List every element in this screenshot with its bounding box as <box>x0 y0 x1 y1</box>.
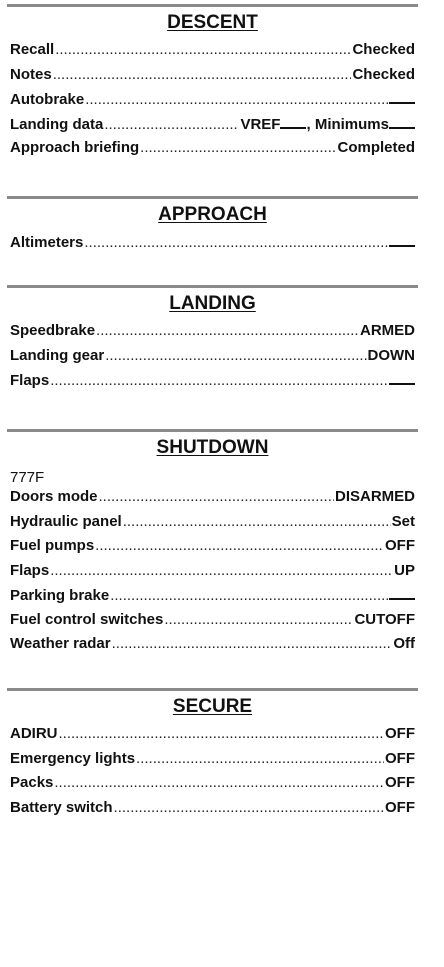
item-label: Altimeters <box>10 234 84 251</box>
checklist-item-packs <box>7 774 418 799</box>
leader-dots <box>123 513 391 530</box>
leader-dots <box>136 750 384 767</box>
item-value: OFF <box>385 798 415 816</box>
vref-label: VREF <box>240 115 281 133</box>
item-label: Battery switch <box>10 798 113 816</box>
leader-dots <box>55 41 351 58</box>
item-label: Landing data <box>10 115 104 133</box>
leader-dots <box>50 562 393 579</box>
item-value-blank <box>389 233 415 251</box>
minimums-blank <box>389 115 415 129</box>
checklist-item-flaps-shutdown <box>7 562 418 587</box>
checklist-item-landing-data <box>7 115 418 140</box>
leader-dots <box>54 774 384 791</box>
item-value: Checked <box>352 41 415 58</box>
item-label: Speedbrake <box>10 322 96 339</box>
checklist-items <box>7 322 418 396</box>
checklist-item-altimeters <box>7 233 418 258</box>
item-value-blank <box>389 90 415 108</box>
item-value: Completed <box>337 139 415 156</box>
section-title: DESCENT <box>167 12 258 33</box>
item-label: Parking brake <box>10 587 110 604</box>
item-label: Packs <box>10 774 54 791</box>
checklist-items <box>7 41 418 164</box>
item-value: DISARMED <box>334 488 415 505</box>
item-value: OFF <box>385 537 415 554</box>
item-value: OFF <box>385 749 415 767</box>
item-value: UP <box>394 561 415 579</box>
checklist-item-hydraulic-panel <box>7 513 418 538</box>
leader-dots <box>84 234 388 251</box>
leader-dots <box>164 611 353 628</box>
item-label: Notes <box>10 65 52 83</box>
checklist-item-fuel-pumps <box>7 537 418 562</box>
item-value-blank <box>389 371 415 389</box>
section-title: APPROACH <box>158 204 267 225</box>
leader-dots <box>105 347 366 364</box>
leader-dots <box>53 66 352 83</box>
section-secure <box>7 688 418 823</box>
leader-dots <box>59 725 385 742</box>
section-divider <box>7 688 418 691</box>
checklist-item-adiru <box>7 725 418 750</box>
section-divider <box>7 285 418 288</box>
item-value: DOWN <box>367 346 415 364</box>
item-value: OFF <box>385 774 415 791</box>
item-label: Approach briefing <box>10 139 140 156</box>
item-label: Landing gear <box>10 346 105 364</box>
item-label: Recall <box>10 41 55 58</box>
item-value-blank <box>389 586 415 604</box>
item-value: OFF <box>385 725 415 742</box>
leader-dots <box>99 488 334 505</box>
section-title: SHUTDOWN <box>156 437 269 458</box>
minimums-label: , Minimums <box>306 115 389 133</box>
aircraft-variant-note: 777F <box>10 469 45 486</box>
item-label: Emergency lights <box>10 749 136 767</box>
section-divider <box>7 4 418 7</box>
leader-dots <box>110 587 388 604</box>
item-label: Flaps <box>10 372 50 389</box>
item-label: Fuel pumps <box>10 537 95 554</box>
item-label: Flaps <box>10 561 50 579</box>
item-value: Checked <box>352 65 415 83</box>
checklist-item-doors-mode <box>7 488 418 513</box>
leader-dots <box>96 322 359 339</box>
leader-dots <box>114 799 384 816</box>
checklist-item-parking-brake <box>7 586 418 611</box>
leader-dots <box>112 635 393 652</box>
section-title: SECURE <box>172 696 253 717</box>
checklist-items <box>7 468 418 660</box>
checklist-item-recall <box>7 41 418 66</box>
checklist-item-emergency-lights <box>7 750 418 775</box>
checklist-item-battery-switch <box>7 799 418 824</box>
checklist-items <box>7 233 418 258</box>
section-approach <box>7 196 418 258</box>
section-landing <box>7 285 418 396</box>
section-shutdown <box>7 429 418 660</box>
section-divider <box>7 429 418 432</box>
checklist-item-landing-gear <box>7 347 418 372</box>
item-label: Autobrake <box>10 91 85 108</box>
leader-dots <box>140 139 336 156</box>
item-label: Hydraulic panel <box>10 512 122 530</box>
section-divider <box>7 196 418 199</box>
leader-dots <box>104 116 239 133</box>
vref-blank <box>280 115 306 129</box>
checklist-item-notes <box>7 66 418 91</box>
checklist-item-approach-briefing <box>7 139 418 164</box>
checklist-item-flaps <box>7 371 418 396</box>
checklist-item-speedbrake <box>7 322 418 347</box>
item-value: CUTOFF <box>354 610 415 628</box>
item-label: Doors mode <box>10 488 98 505</box>
checklist-item-weather-radar <box>7 635 418 660</box>
section-descent <box>7 4 418 164</box>
leader-dots <box>85 91 388 108</box>
item-value: ARMED <box>360 322 415 339</box>
item-value-landing-data <box>240 115 415 133</box>
checklist-item-autobrake <box>7 90 418 115</box>
item-label: ADIRU <box>10 725 58 742</box>
leader-dots <box>50 372 388 389</box>
checklist-item-fuel-control-switches <box>7 611 418 636</box>
item-label: Weather radar <box>10 635 111 652</box>
checklist-items <box>7 725 418 823</box>
item-value: Off <box>393 635 415 652</box>
item-label: Fuel control switches <box>10 610 164 628</box>
section-title: LANDING <box>169 293 256 314</box>
item-value: Set <box>391 512 415 530</box>
leader-dots <box>95 537 384 554</box>
